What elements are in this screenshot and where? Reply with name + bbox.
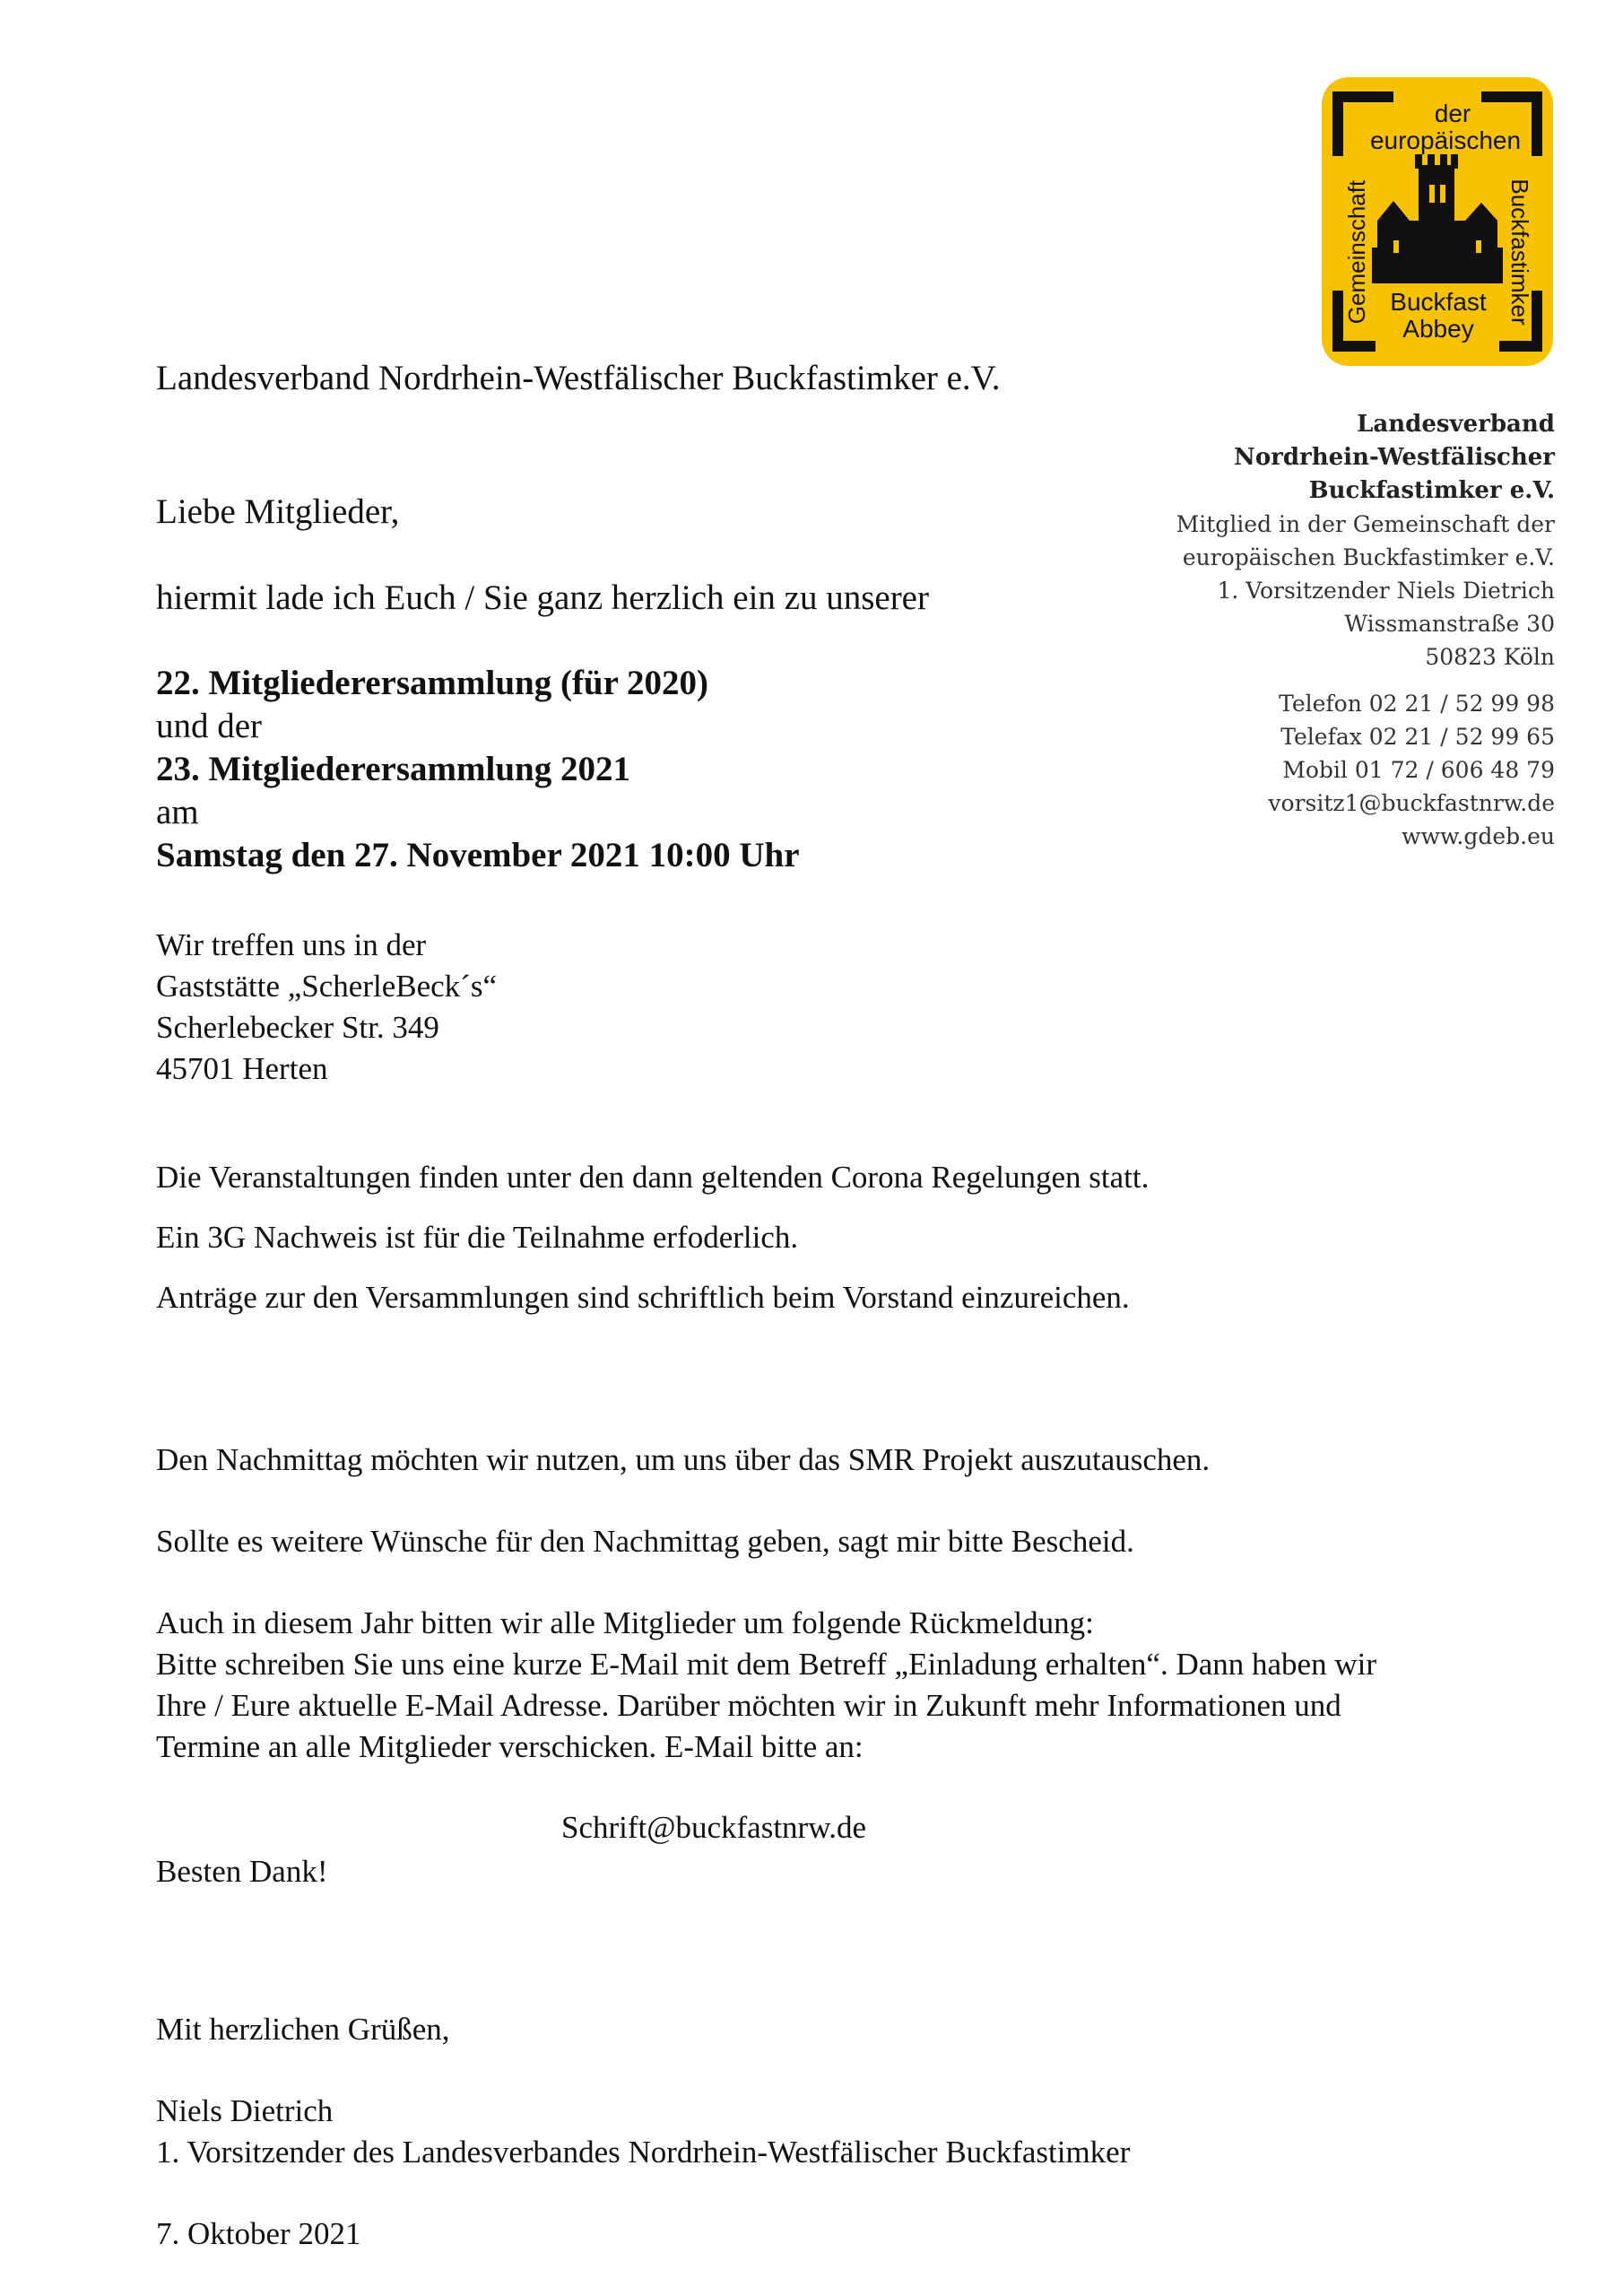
- meeting-1-title: 22. Mitgliederersammlung (für 2020): [156, 664, 708, 702]
- logo-text-buckfastimker: Buckfastimker: [1506, 178, 1533, 326]
- venue-city: 45701 Herten: [156, 1051, 328, 1086]
- letter-date: 7. Oktober 2021: [156, 2216, 361, 2251]
- contact-website: www.gdeb.eu: [1402, 823, 1555, 849]
- feedback-line-2: Bitte schreiben Sie uns eine kurze E-Mail mit dem Betreff „Einladung erhalten“. Dann haben wir: [156, 1647, 1376, 1682]
- corona-note: Die Veranstaltungen finden unter den dann geltenden Corona Regelungen statt.: [156, 1160, 1150, 1195]
- connector-am: am: [156, 793, 199, 831]
- meeting-2-title: 23. Mitgliederersammlung 2021: [156, 750, 630, 788]
- intro-text: hiermit lade ich Euch / Sie ganz herzlich ein zu unserer: [156, 578, 929, 617]
- logo-text-gemeinschaft: Gemeinschaft: [1343, 179, 1370, 325]
- contact-phone: Telefon 02 21 / 52 99 98: [1279, 691, 1555, 717]
- org-name-line-3: Buckfastimker e.V.: [1308, 477, 1555, 504]
- contact-email: vorsitz1@buckfastnrw.de: [1268, 790, 1555, 816]
- sender-line: Landesverband Nordrhein-Westfälischer Buckfastimker e.V.: [156, 359, 1001, 397]
- contact-fax: Telefax 02 21 / 52 99 65: [1280, 724, 1555, 750]
- org-membership-line-1: Mitglied in der Gemeinschaft der: [1176, 511, 1555, 537]
- wishes-text: Sollte es weitere Wünsche für den Nachmittag geben, sagt mir bitte Bescheid.: [156, 1524, 1134, 1559]
- org-city: 50823 Köln: [1425, 644, 1555, 670]
- venue-name: Gaststätte „ScherleBeck´s“: [156, 969, 497, 1004]
- logo-text-der: der: [1434, 100, 1471, 127]
- feedback-email: Schrift@buckfastnrw.de: [561, 1810, 867, 1845]
- org-membership-line-2: europäischen Buckfastimker e.V.: [1182, 544, 1555, 570]
- connector-und-der: und der: [156, 707, 263, 745]
- org-name-line-2: Nordrhein-Westfälischer: [1234, 444, 1555, 471]
- closing: Mit herzlichen Grüßen,: [156, 2012, 450, 2047]
- meeting-date-time: Samstag den 27. November 2021 10:00 Uhr: [156, 836, 800, 874]
- org-chair: 1. Vorsitzender Niels Dietrich: [1217, 578, 1555, 604]
- feedback-line-1: Auch in diesem Jahr bitten wir alle Mitglieder um folgende Rückmeldung:: [156, 1605, 1094, 1640]
- gdeb-logo: [1322, 77, 1553, 366]
- afternoon-text: Den Nachmittag möchten wir nutzen, um uns über das SMR Projekt auszutauschen.: [156, 1442, 1211, 1477]
- signer-title: 1. Vorsitzender des Landesverbandes Nordrhein-Westfälischer Buckfastimker: [156, 2135, 1131, 2170]
- venue-street: Scherlebecker Str. 349: [156, 1010, 439, 1045]
- org-name-line-1: Landesverband: [1357, 411, 1555, 438]
- logo-text-europaischen: europäischen: [1369, 126, 1522, 154]
- thanks: Besten Dank!: [156, 1854, 328, 1889]
- 3g-note: Ein 3G Nachweis ist für die Teilnahme erfoderlich.: [156, 1220, 799, 1255]
- venue-intro: Wir treffen uns in der: [156, 927, 427, 962]
- contact-mobile: Mobil 01 72 / 606 48 79: [1282, 757, 1555, 783]
- salutation: Liebe Mitglieder,: [156, 492, 400, 531]
- signer-name: Niels Dietrich: [156, 2093, 334, 2128]
- letterhead-contact: [1268, 687, 1555, 853]
- letterhead-organisation: [1176, 408, 1555, 674]
- feedback-line-3: Ihre / Eure aktuelle E-Mail Adresse. Darüber möchten wir in Zukunft mehr Informationen und: [156, 1688, 1341, 1723]
- feedback-line-4: Termine an alle Mitglieder verschicken. E-Mail bitte an:: [156, 1729, 864, 1764]
- logo-text-buckfast: Buckfast: [1390, 288, 1487, 316]
- logo-text-abbey: Abbey: [1402, 315, 1474, 343]
- motions-note: Anträge zur den Versammlungen sind schriftlich beim Vorstand einzureichen.: [156, 1280, 1130, 1315]
- org-street: Wissmanstraße 30: [1344, 611, 1555, 637]
